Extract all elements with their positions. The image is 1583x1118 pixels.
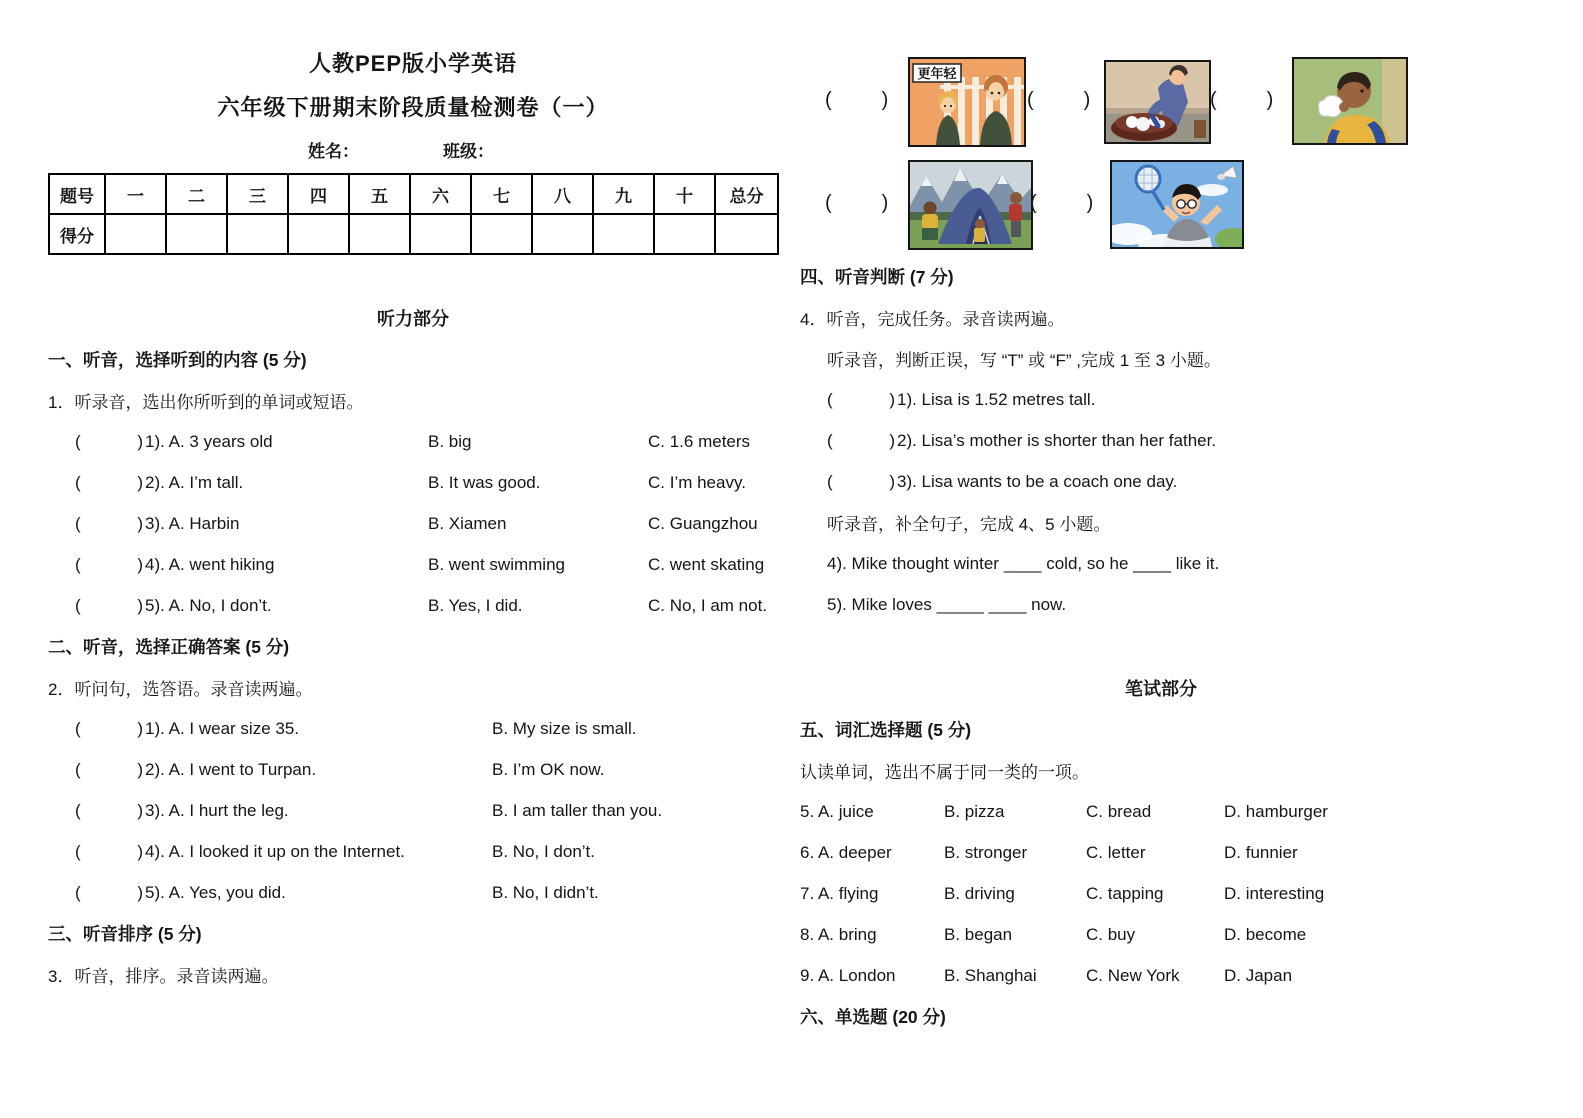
section1-instruction: 1．听录音，选出你所听到的单词或短语。 xyxy=(48,393,364,412)
answer-bracket[interactable]: ( ) xyxy=(827,471,895,491)
question-row xyxy=(48,503,778,544)
answer-bracket[interactable]: ( ) xyxy=(75,554,143,574)
option-a: 9. A. London xyxy=(800,965,896,985)
question-row xyxy=(48,708,778,749)
answer-bracket[interactable]: ( ) xyxy=(827,389,895,409)
option-b: B. No, I didn’t. xyxy=(492,882,599,902)
score-cell[interactable] xyxy=(410,214,471,254)
question-row xyxy=(48,462,778,503)
section4-sub-instruction-1: 听录音，判断正误，写 “T” 或 “F” ,完成 1 至 3 小题。 xyxy=(827,351,1221,370)
section2-instruction: 2．听问句，选答语。录音读两遍。 xyxy=(48,680,313,699)
option-d: D. Japan xyxy=(1224,965,1293,985)
tf-statement: 2). Lisa’s mother is shorter than her father. xyxy=(897,430,1217,450)
score-table-header-cell: 五 xyxy=(349,174,410,214)
option-b: B. pizza xyxy=(944,801,1005,821)
right-column xyxy=(800,40,1522,1037)
option-b: B. I’m OK now. xyxy=(492,759,605,779)
question-row xyxy=(800,832,1522,873)
answer-bracket[interactable]: ( ) xyxy=(75,759,143,779)
score-table-header-cell: 六 xyxy=(410,174,471,214)
page-title: 人教PEP版小学英语 xyxy=(308,50,518,76)
listening-part-title: 听力部分 xyxy=(377,309,449,329)
option-b: B. stronger xyxy=(944,842,1028,862)
score-table-header-cell: 总分 xyxy=(715,174,778,214)
answer-bracket[interactable]: ( ) xyxy=(75,472,143,492)
two-women-younger-icon xyxy=(910,59,1024,145)
picture-two-women-comparing-age xyxy=(908,57,1026,147)
left-column xyxy=(48,40,778,995)
camping-tent-icon xyxy=(910,162,1031,248)
answer-bracket[interactable]: ( ) xyxy=(75,431,143,451)
score-table-header-cell: 八 xyxy=(532,174,593,214)
score-cell[interactable] xyxy=(166,214,227,254)
question-row xyxy=(48,585,778,626)
question-row xyxy=(48,790,778,831)
option-a: 7. A. flying xyxy=(800,883,879,903)
score-cell[interactable] xyxy=(593,214,654,254)
option-a: 3). A. Harbin xyxy=(145,513,240,533)
fill-sentence[interactable]: 5). Mike loves _____ ____ now. xyxy=(827,594,1067,614)
option-b: B. Yes, I did. xyxy=(428,595,523,615)
option-b: B. Xiamen xyxy=(428,513,507,533)
question-row xyxy=(800,873,1522,914)
washing-clothes-icon xyxy=(1106,62,1209,142)
score-table-header-cell: 四 xyxy=(288,174,349,214)
option-a: 5. A. juice xyxy=(800,801,874,821)
answer-bracket[interactable]: ( ) xyxy=(825,88,889,111)
tf-statement: 1). Lisa is 1.52 metres tall. xyxy=(897,389,1096,409)
option-c: C. tapping xyxy=(1086,883,1164,903)
question-row xyxy=(800,955,1522,996)
question-row xyxy=(48,831,778,872)
option-b: B. No, I don’t. xyxy=(492,841,595,861)
question-row xyxy=(800,914,1522,955)
answer-bracket[interactable]: ( ) xyxy=(75,800,143,820)
question-row xyxy=(800,420,1522,461)
question-row xyxy=(48,544,778,585)
answer-bracket[interactable]: ( ) xyxy=(75,718,143,738)
option-c: C. bread xyxy=(1086,801,1152,821)
blowing-nose-icon xyxy=(1294,59,1406,143)
score-cell[interactable] xyxy=(715,214,778,254)
option-b: B. big xyxy=(428,431,472,451)
class-label: 班级： xyxy=(443,141,494,161)
option-a: 3). A. I hurt the leg. xyxy=(145,800,289,820)
section5-heading: 五、词汇选择题 (5 分) xyxy=(800,720,972,740)
option-b: B. It was good. xyxy=(428,472,541,492)
picture-boy-washing-clothes xyxy=(1104,60,1211,144)
option-c: C. letter xyxy=(1086,842,1146,862)
section6-heading: 六、单选题 (20 分) xyxy=(800,1007,946,1027)
section3-heading: 三、听音排序 (5 分) xyxy=(48,924,202,944)
option-a: 5). A. Yes, you did. xyxy=(145,882,286,902)
option-a: 4). A. went hiking xyxy=(145,554,275,574)
option-c: C. No, I am not. xyxy=(648,595,768,615)
written-part-title: 笔试部分 xyxy=(1125,679,1197,699)
section4-sub-instruction-2: 听录音，补全句子，完成 4、5 小题。 xyxy=(827,515,1111,534)
option-b: B. My size is small. xyxy=(492,718,637,738)
option-a: 8. A. bring xyxy=(800,924,877,944)
listening-order-pictures xyxy=(800,40,1522,246)
answer-bracket[interactable]: ( ) xyxy=(825,191,889,214)
answer-bracket[interactable]: ( ) xyxy=(1210,88,1274,111)
option-a: 5). A. No, I don’t. xyxy=(145,595,272,615)
score-table-header-cell: 题号 xyxy=(49,174,105,214)
option-a: 1). A. 3 years old xyxy=(145,431,273,451)
question-row xyxy=(800,461,1522,502)
score-table-header-cell: 三 xyxy=(227,174,288,214)
option-c: C. went skating xyxy=(648,554,765,574)
younger-caption: 更年轻 xyxy=(917,66,957,81)
score-label: 得分 xyxy=(49,214,105,254)
answer-bracket[interactable]: ( ) xyxy=(75,882,143,902)
option-c: C. Guangzhou xyxy=(648,513,758,533)
option-c: C. New York xyxy=(1086,965,1180,985)
picture-boy-playing-badminton xyxy=(1110,160,1244,249)
score-table-header-cell: 十 xyxy=(654,174,715,214)
section5-instruction: 认读单词，选出不属于同一类的一项。 xyxy=(800,763,1089,782)
page-subtitle: 六年级下册期末阶段质量检测卷（一） xyxy=(217,94,609,120)
score-table-header-cell: 一 xyxy=(105,174,166,214)
option-a: 6. A. deeper xyxy=(800,842,892,862)
score-table-header-row xyxy=(49,174,778,214)
answer-bracket[interactable]: ( ) xyxy=(1027,88,1091,111)
question-row xyxy=(48,421,778,462)
badminton-icon xyxy=(1112,162,1242,247)
option-d: D. funnier xyxy=(1224,842,1298,862)
section4-instruction: 4．听音，完成任务。录音读两遍。 xyxy=(800,310,1065,329)
option-b: B. went swimming xyxy=(428,554,565,574)
score-table-header-cell: 九 xyxy=(593,174,654,214)
picture-boy-blowing-nose xyxy=(1292,57,1408,145)
option-c: C. 1.6 meters xyxy=(648,431,751,451)
question-row xyxy=(48,749,778,790)
answer-bracket[interactable]: ( ) xyxy=(1030,191,1094,214)
score-cell[interactable] xyxy=(532,214,593,254)
question-row xyxy=(800,379,1522,420)
option-a: 2). A. I went to Turpan. xyxy=(145,759,317,779)
name-class-line xyxy=(48,128,778,170)
section1-heading: 一、听音，选择听到的内容 (5 分) xyxy=(48,350,307,370)
option-c: C. buy xyxy=(1086,924,1136,944)
option-b: B. Shanghai xyxy=(944,965,1037,985)
score-table xyxy=(48,173,779,255)
section3-instruction: 3．听音，排序。录音读两遍。 xyxy=(48,967,279,986)
score-cell[interactable] xyxy=(288,214,349,254)
score-cell[interactable] xyxy=(349,214,410,254)
option-b: B. I am taller than you. xyxy=(492,800,663,820)
tf-statement: 3). Lisa wants to be a coach one day. xyxy=(897,471,1178,491)
answer-bracket[interactable]: ( ) xyxy=(827,430,895,450)
option-d: D. interesting xyxy=(1224,883,1325,903)
score-cell[interactable] xyxy=(227,214,288,254)
option-a: 1). A. I wear size 35. xyxy=(145,718,300,738)
score-cell[interactable] xyxy=(471,214,532,254)
score-table-score-row xyxy=(49,214,778,254)
answer-bracket[interactable]: ( ) xyxy=(75,841,143,861)
option-b: B. began xyxy=(944,924,1013,944)
option-a: 4). A. I looked it up on the Internet. xyxy=(145,841,405,861)
score-cell[interactable] xyxy=(105,214,166,254)
score-table-header-cell: 七 xyxy=(471,174,532,214)
score-table-header-cell: 二 xyxy=(166,174,227,214)
option-c: C. I’m heavy. xyxy=(648,472,746,492)
name-label: 姓名： xyxy=(308,141,359,161)
answer-bracket[interactable]: ( ) xyxy=(75,595,143,615)
section2-heading: 二、听音，选择正确答案 (5 分) xyxy=(48,637,290,657)
section4-heading: 四、听音判断 (7 分) xyxy=(800,267,954,287)
option-d: D. hamburger xyxy=(1224,801,1328,821)
answer-bracket[interactable]: ( ) xyxy=(75,513,143,533)
option-d: D. become xyxy=(1224,924,1307,944)
option-a: 2). A. I’m tall. xyxy=(145,472,244,492)
question-row xyxy=(800,791,1522,832)
fill-sentence[interactable]: 4). Mike thought winter ____ cold, so he ____ like it. xyxy=(827,553,1220,573)
picture-family-camping-tent xyxy=(908,160,1033,250)
question-row xyxy=(48,872,778,913)
option-b: B. driving xyxy=(944,883,1015,903)
score-cell[interactable] xyxy=(654,214,715,254)
